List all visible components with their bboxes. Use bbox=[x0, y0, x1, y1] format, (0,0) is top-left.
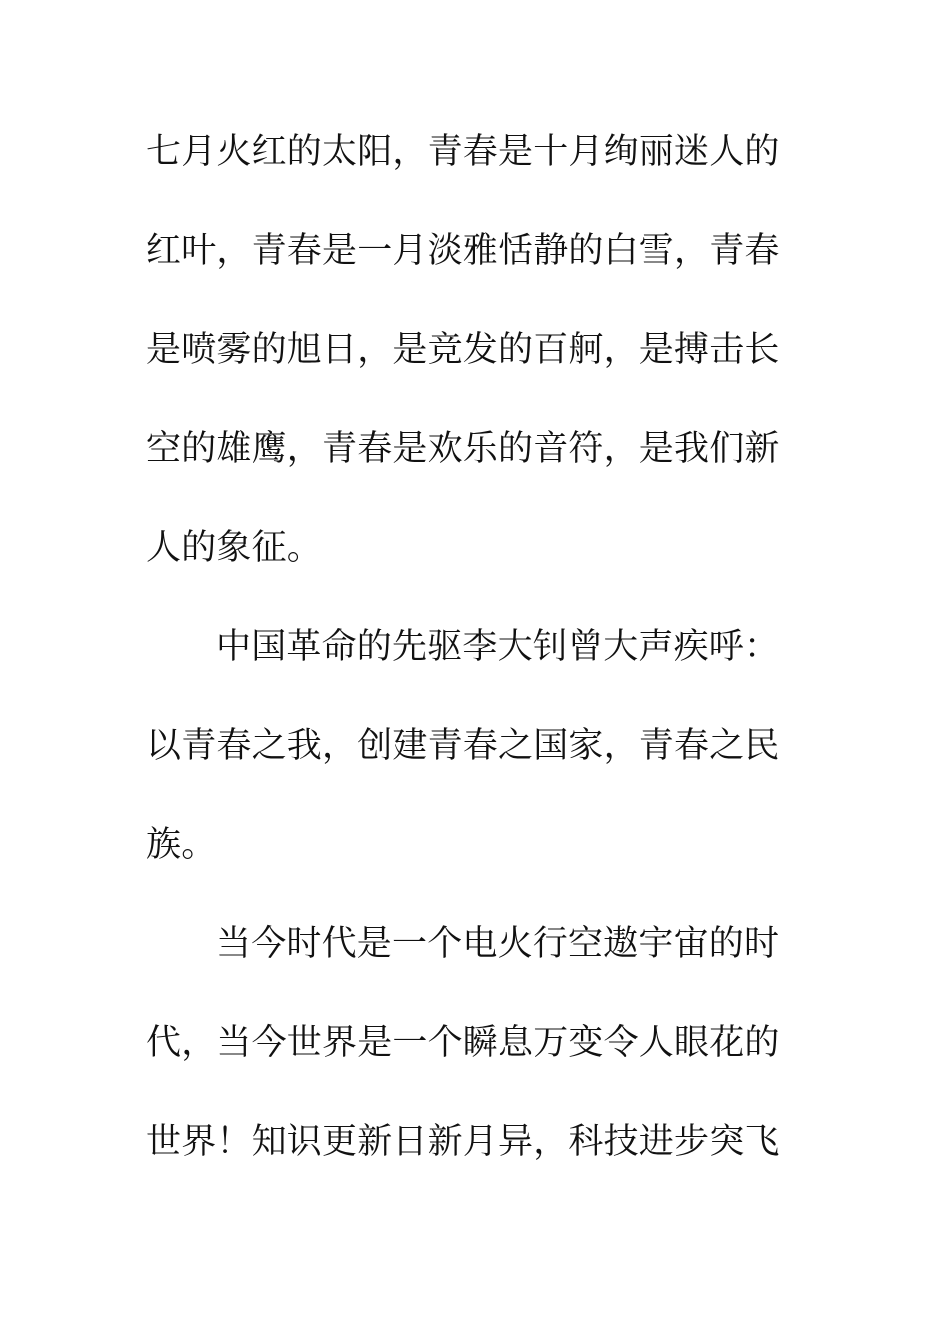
text-line: 世界！知识更新日新月异，科技进步突飞 bbox=[146, 1122, 780, 1162]
paragraph-first-line: 中国革命的先驱李大钊曾大声疾呼： bbox=[216, 627, 780, 667]
text-line: 空的雄鹰，青春是欢乐的音符，是我们新 bbox=[146, 429, 780, 469]
text-line: 代，当今世界是一个瞬息万变令人眼花的 bbox=[146, 1023, 780, 1063]
text-line: 族。 bbox=[146, 825, 217, 865]
text-line: 七月火红的太阳，青春是十月绚丽迷人的 bbox=[146, 132, 780, 172]
text-line: 人的象征。 bbox=[146, 528, 323, 568]
paragraph-first-line: 当今时代是一个电火行空遨宇宙的时 bbox=[216, 924, 780, 964]
body-text bbox=[146, 127, 786, 1216]
text-line: 是喷雾的旭日，是竞发的百舸，是搏击长 bbox=[146, 330, 780, 370]
text-line: 以青春之我，创建青春之国家，青春之民 bbox=[146, 726, 780, 766]
text-line: 红叶，青春是一月淡雅恬静的白雪，青春 bbox=[146, 231, 780, 271]
